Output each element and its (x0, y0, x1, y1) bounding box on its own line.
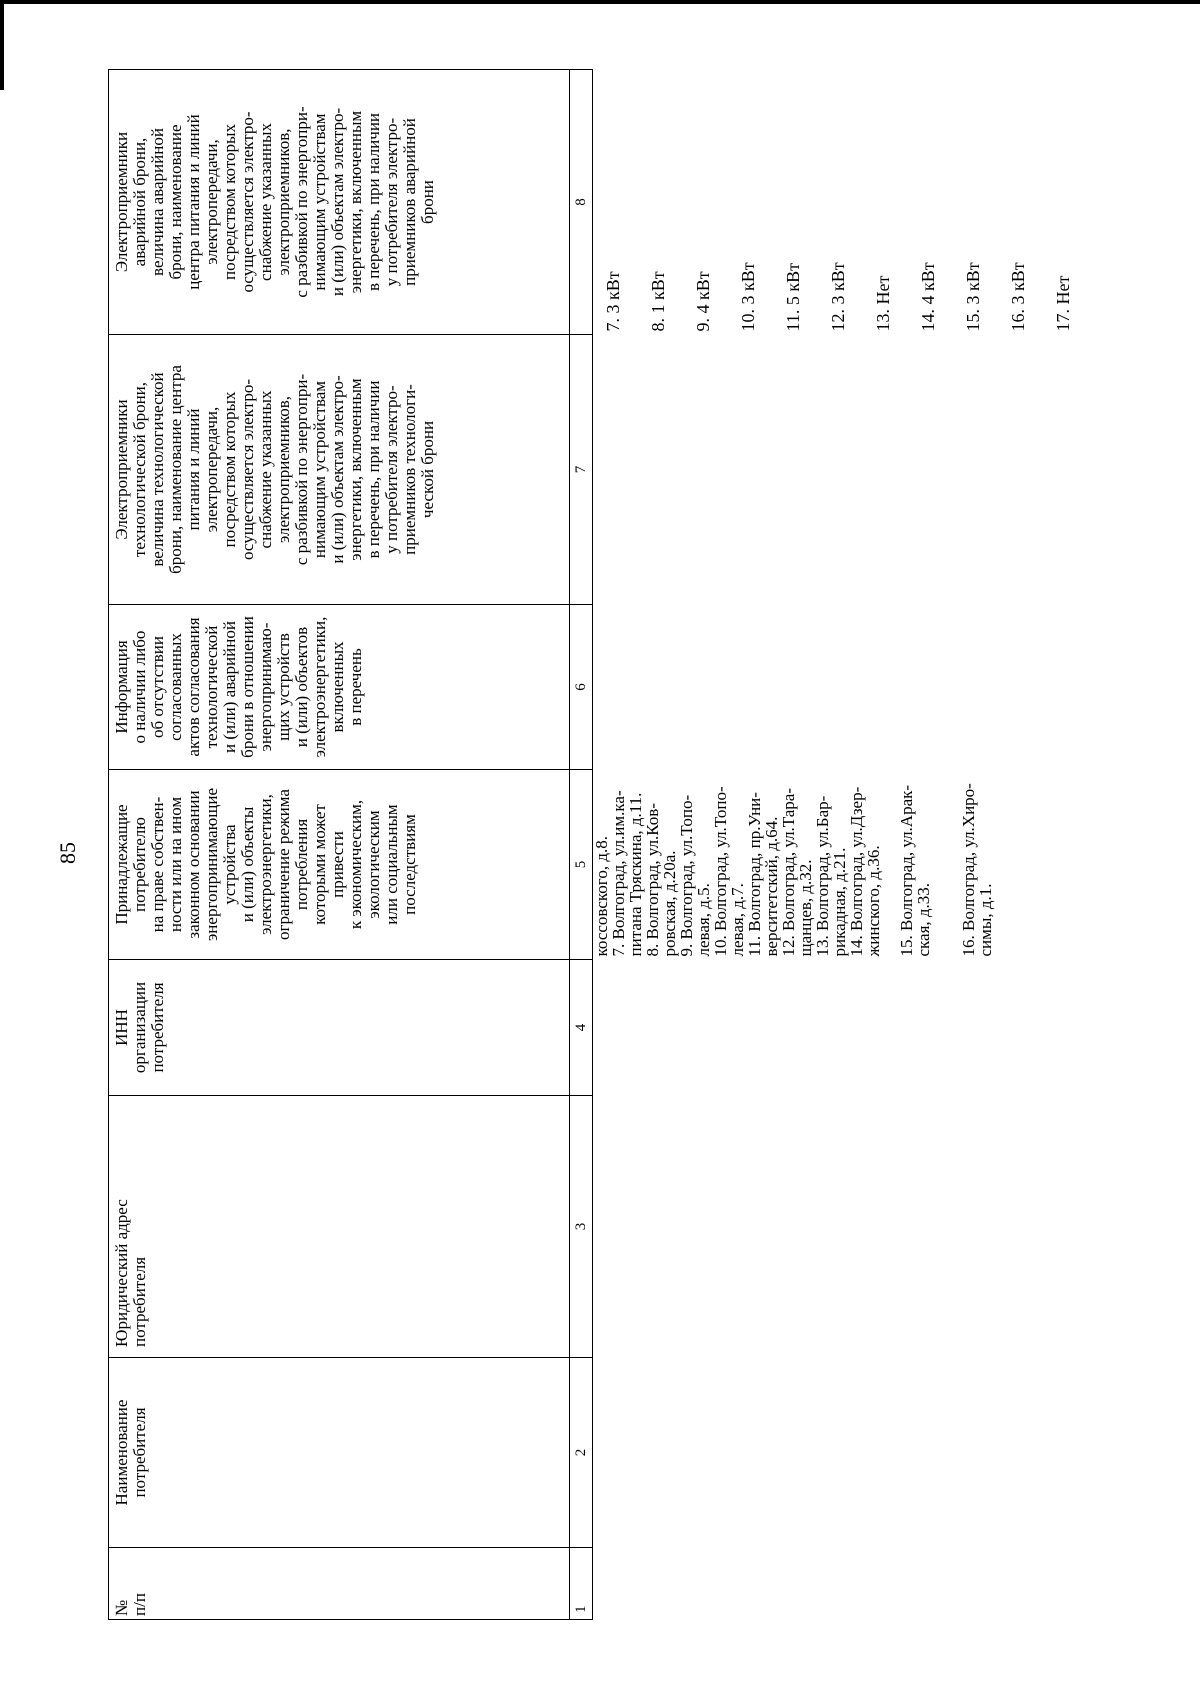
list-item: коссовского, д.8. (592, 836, 611, 957)
list-item: 9. 4 кВт (693, 271, 713, 332)
list-item: 10. 3 кВт (738, 262, 758, 332)
list-item: 13. Волгоград, ул.Бар- рикадная, д.21. (813, 795, 849, 957)
list-item: 7. 3 кВт (603, 271, 623, 332)
cell-devices-list (593, 770, 1146, 960)
header-agreement-info: Информация о наличии либо об отсутствии согласованных актов согласования технологической и (или) аварийной брони в отношении энергопринимаю- щих устройств и (или) объектов электроэнергетики, включенных в перечень (109, 605, 570, 770)
table-container (108, 70, 1145, 1620)
column-number: 1 (570, 1548, 593, 1620)
column-number: 6 (570, 605, 593, 770)
column-number: 8 (570, 70, 593, 335)
list-item: 12. Волгоград, ул.Тара- щанцев, д.32. (779, 787, 815, 957)
list-item: 15. 3 кВт (963, 262, 983, 332)
column-number: 7 (570, 335, 593, 605)
header-number: № п/п (109, 1548, 570, 1620)
column-number-row (570, 70, 593, 1620)
cell-consumer-name (593, 1358, 1146, 1548)
header-inn: ИНН организации потребителя (109, 960, 570, 1096)
list-item: 15. Волгоград, ул.Арак- ская, д.33. (897, 784, 933, 957)
header-emergency-reserve: Электроприемники аварийной брони, величина аварийной брони, наименование центра питания и линий электропередачи, посредством которых осуществляется электро- снабжение указанных электроприемников, с разбивкой по энергопри- нимающим устройствам и (или) объектам электро- энергетики, включенным в перечень, при наличии у потребителя электро- приемников аварийной брони (109, 70, 570, 335)
consumer-table (108, 69, 1145, 1620)
header-row (109, 70, 570, 1620)
list-item: 8. 1 кВт (648, 271, 668, 332)
list-item: 11. 5 кВт (783, 263, 803, 332)
header-technological-reserve: Электроприемники технологической брони, величина технологической брони, наименование центра питания и линий электропередачи, посредством которых осуществляется электро- снабжение указанных электроприемников, с разбивкой по энергопри- нимающим устройствам и (или) объектам электро- энергетики, включенным в перечень, при наличии у потребителя электро- приемников технологи- ческой брони (109, 335, 570, 605)
column-number: 5 (570, 770, 593, 960)
column-number: 2 (570, 1358, 593, 1548)
list-item: 14. Волгоград, ул.Дзер- жинского, д.36. (847, 786, 883, 957)
cell-agreement-info (593, 605, 1146, 770)
list-item: 12. 3 кВт (828, 262, 848, 332)
list-item: 7. Волгоград, ул.им.ка- питана Тряскина, д.11. (609, 790, 645, 957)
list-item: 11. Волгоград, пр.Уни- верситетский, д.64. (745, 792, 781, 957)
column-number: 4 (570, 960, 593, 1096)
list-item: 10. Волгоград, ул.Топо- левая, д.7. (711, 786, 747, 957)
list-item: 14. 4 кВт (918, 262, 938, 332)
cell-number (593, 1548, 1146, 1620)
header-legal-address: Юридический адрес потребителя (109, 1096, 570, 1358)
cell-inn (593, 960, 1146, 1096)
cell-legal-address (593, 1096, 1146, 1358)
table-row (593, 70, 1146, 1620)
header-consumer-name: Наименование потребителя (109, 1358, 570, 1548)
cell-emergency-reserve-list (593, 70, 1146, 335)
list-item: 16. Волгоград, ул.Хиро- симы, д.1. (959, 783, 995, 957)
list-item: 8. Волгоград, ул.Ков- ровская, д.20а. (643, 803, 679, 957)
page-number: 85 (55, 842, 80, 864)
list-item: 17. Нет (1053, 275, 1073, 332)
list-item: 9. Волгоград, ул.Топо- левая, д.5. (677, 794, 713, 957)
column-number: 3 (570, 1096, 593, 1358)
list-item: 13. Нет (873, 275, 893, 332)
header-power-devices: Принадлежащие потребителю на праве собствен- ности или на ином законном основании энергопринимающие устройства и (или) объекты электроэнергетики, ограничение режима потребления которыми может привести к экономическим, экологическим или социальным последствиям (109, 770, 570, 960)
cell-technological-reserve (593, 335, 1146, 605)
list-item: 16. 3 кВт (1008, 262, 1028, 332)
